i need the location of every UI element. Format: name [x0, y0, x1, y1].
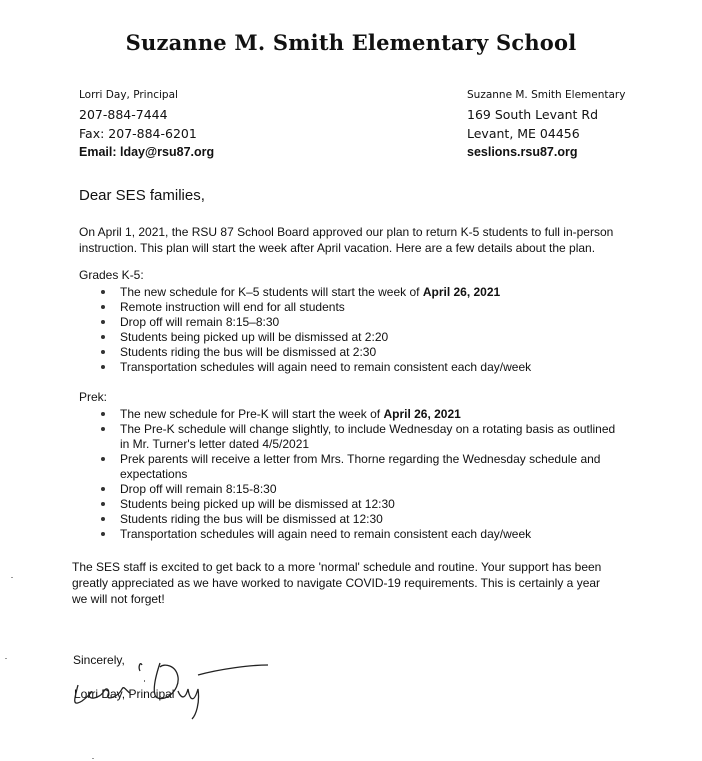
bullet-text: The Pre-K schedule will change slightly, to include Wednesday on a rotating basis as outlined in Mr. Turner's letter dated 4/5/2021 — [120, 422, 616, 451]
city-state-zip: Levant, ME 04456 — [467, 126, 580, 141]
phone-number: 207-884-7444 — [79, 107, 168, 122]
contact-right — [467, 86, 625, 162]
bullet-text: Students being picked up will be dismissed at 2:20 — [120, 330, 389, 344]
scan-speck — [5, 658, 7, 659]
prek-bullet-list — [101, 407, 621, 542]
fax-number: Fax: 207-884-6201 — [79, 126, 197, 141]
bullet-item — [101, 422, 621, 452]
bullet-text: Transportation schedules will again need to remain consistent each day/week — [120, 360, 532, 374]
bullet-text: The new schedule for Pre-K will start the week of — [120, 407, 384, 421]
bullet-text: Drop off will remain 8:15-8:30 — [120, 482, 277, 496]
bullet-date: April 26, 2021 — [383, 407, 461, 421]
bullet-item — [101, 482, 621, 497]
bullet-item — [101, 300, 621, 315]
intro-paragraph: On April 1, 2021, the RSU 87 School Board approved our plan to return K-5 students to full in-person instruction. This plan will start the week after April vacation. Here are a few details about the plan. — [79, 225, 614, 255]
bullet-text: Students riding the bus will be dismissed at 12:30 — [120, 512, 383, 526]
school-address-name: Suzanne M. Smith Elementary — [467, 89, 626, 101]
bullet-text: Transportation schedules will again need to remain consistent each day/week — [120, 527, 532, 541]
bullet-text: Drop off will remain 8:15–8:30 — [120, 315, 280, 329]
principal-name: Lorri Day, Principal — [79, 89, 178, 101]
bullet-text: The new schedule for K–5 students will start the week of — [120, 285, 423, 299]
contact-left — [79, 86, 214, 162]
bullet-item — [101, 360, 621, 375]
school-title: Suzanne M. Smith Elementary School — [125, 30, 577, 55]
greeting: Dear SES families, — [79, 187, 205, 204]
email-address: Email: lday@rsu87.org — [79, 145, 215, 159]
bullet-item — [101, 330, 621, 345]
closing-paragraph: The SES staff is excited to get back to a more 'normal' schedule and routine. Your support has been greatly appreciated as we have worked to navigate COVID-19 requirements. This is certainly a year we will not forget! — [72, 560, 602, 606]
bullet-item — [101, 285, 621, 300]
bullet-date: April 26, 2021 — [422, 285, 501, 299]
bullet-item — [101, 527, 621, 542]
bullet-item — [101, 407, 621, 422]
signoff: Sincerely, — [73, 653, 125, 667]
bullet-text: Students riding the bus will be dismissed at 2:30 — [120, 345, 377, 359]
street-address: 169 South Levant Rd — [467, 107, 599, 122]
bullet-item — [101, 512, 621, 527]
k5-section-label: Grades K-5: — [79, 268, 144, 282]
scan-speck — [11, 577, 13, 578]
handwritten-signature — [60, 645, 280, 720]
bullet-item — [101, 497, 621, 512]
website: seslions.rsu87.org — [467, 145, 578, 159]
k5-bullet-list — [101, 285, 621, 375]
bullet-item — [101, 315, 621, 330]
prek-section-label: Prek: — [79, 390, 108, 404]
signer-name: Lorri Day, Principal — [74, 687, 175, 701]
bullet-item — [101, 345, 621, 360]
bullet-text: Prek parents will receive a letter from Mrs. Thorne regarding the Wednesday schedule and expectations — [120, 452, 601, 481]
bullet-item — [101, 452, 621, 482]
bullet-text: Students being picked up will be dismissed at 12:30 — [120, 497, 395, 511]
scan-speck — [92, 758, 94, 759]
bullet-text: Remote instruction will end for all students — [120, 300, 345, 314]
